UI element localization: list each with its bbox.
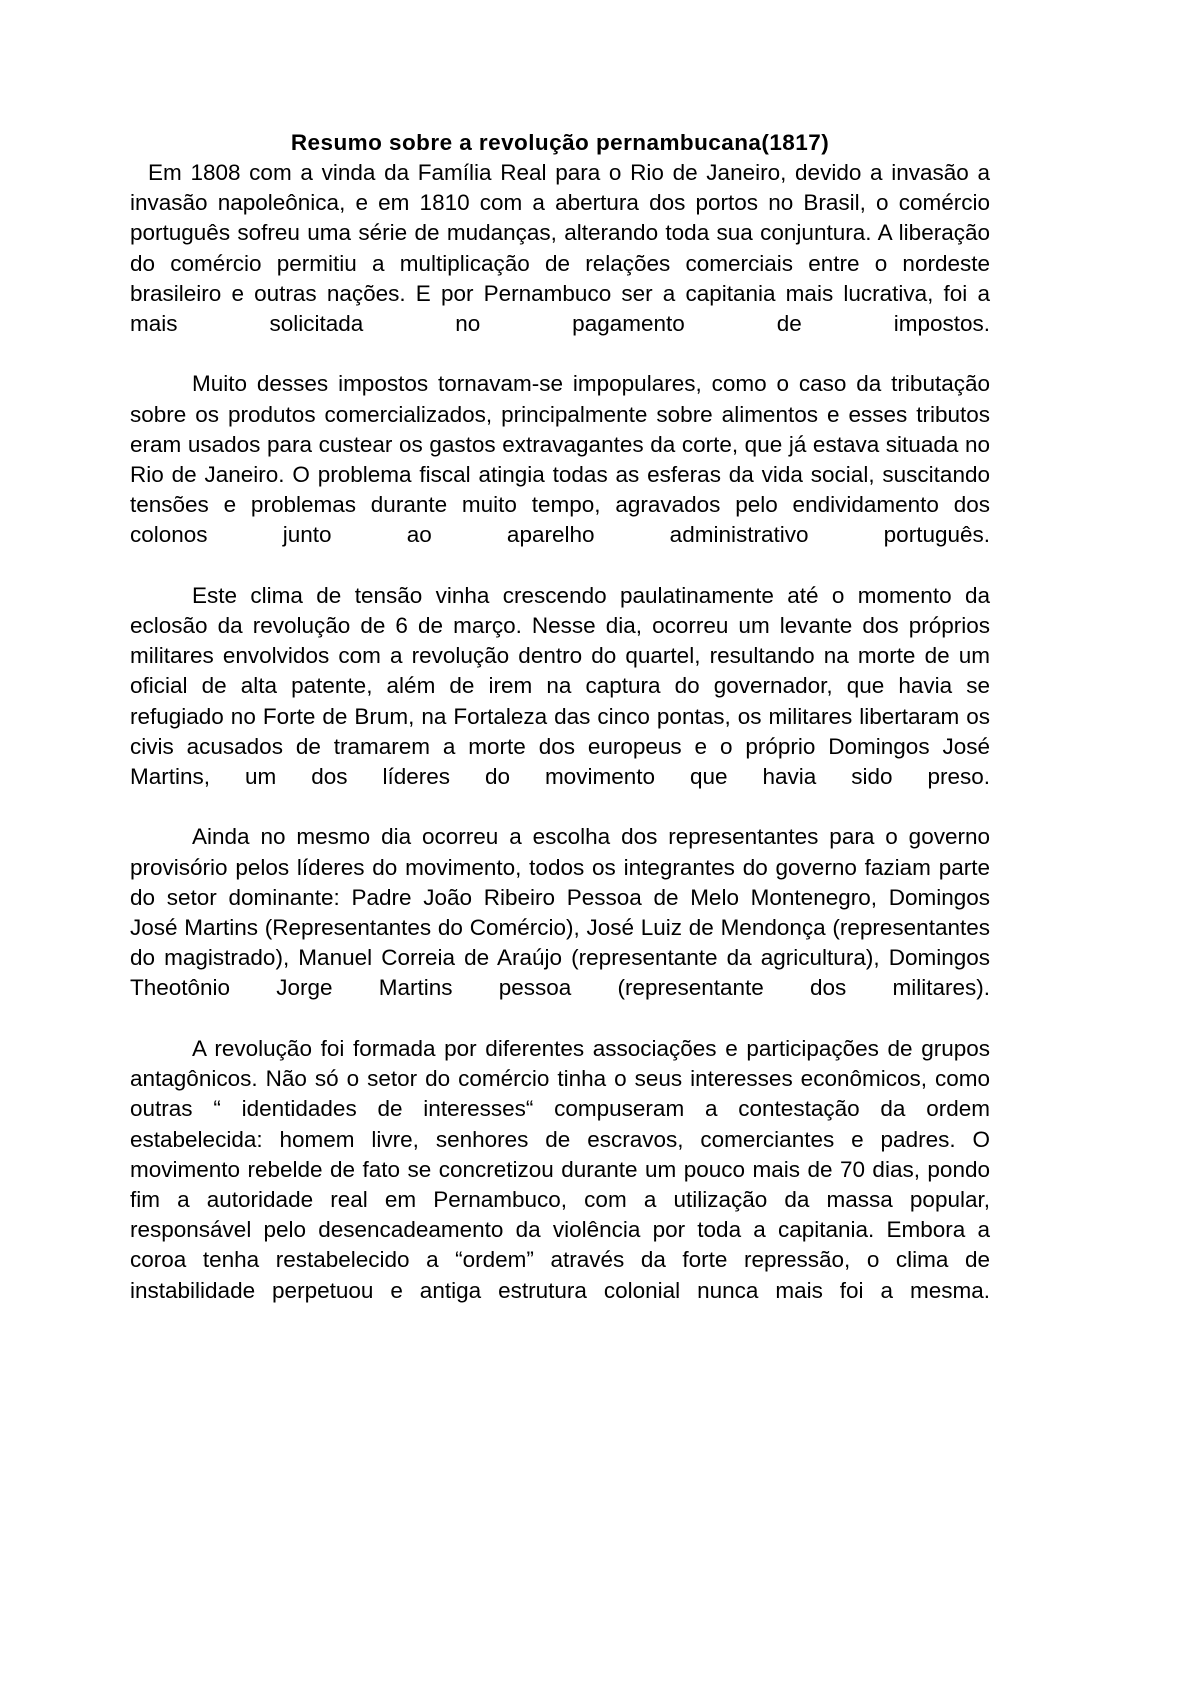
paragraph-4: Ainda no mesmo dia ocorreu a escolha dos representantes para o governo provisório pelos líderes do movimento, todos os integrantes do governo faziam parte do setor dominante: Padre João Ribeiro Pessoa de Melo Montenegro, Domingos José Martins (Representantes do Comércio), José Luiz de Mendonça (representantes do magistrado), Manuel Correia de Araújo (representante da agricultura), Domingos Theotônio Jorge Martins pessoa (representante dos militares). <box>130 824 990 1001</box>
paragraph-3: Este clima de tensão vinha crescendo paulatinamente até o momento da eclosão da revolução de 6 de março. Nesse dia, ocorreu um levante dos próprios militares envolvidos com a revolução dentro do quartel, resultando na morte de um oficial de alta patente, além de irem na captura do governador, que havia se refugiado no Forte de Brum, na Fortaleza das cinco pontas, os militares libertaram os civis acusados de tramarem a morte dos europeus e o próprio Domingos José Martins, um dos líderes do movimento que havia sido preso. <box>130 582 990 790</box>
paragraph-1: Em 1808 com a vinda da Família Real para o Rio de Janeiro, devido a invasão a invasão napoleônica, e em 1810 com a abertura dos portos no Brasil, o comércio português sofreu uma série de mudanças, alterando toda sua conjuntura. A liberação do comércio permitiu a multiplicação de relações comerciais entre o nordeste brasileiro e outras nações. E por Pernambuco ser a capitania mais lucrativa, foi a mais solicitada no pagamento de impostos. <box>130 160 990 337</box>
paragraph-5: A revolução foi formada por diferentes associações e participações de grupos antagônicos. Não só o setor do comércio tinha o seus interesses econômicos, como outras “ identidades de interesses“ compuseram a contestação da ordem estabelecida: homem livre, senhores de escravos, comerciantes e padres. O movimento rebelde de fato se concretizou durante um pouco mais de 70 dias, pondo fim a autoridade real em Pernambuco, com a utilização da massa popular, responsável pelo desencadeamento da violência por toda a capitania. Embora a coroa tenha restabelecido a “ordem” através da forte repressão, o clima de instabilidade perpetuou e antiga estrutura colonial nunca mais foi a mesma. <box>130 1035 990 1303</box>
page-title: Resumo sobre a revolução pernambucana(1817) <box>290 130 830 155</box>
document-body <box>130 128 990 1336</box>
paragraph-2: Muito desses impostos tornavam-se impopulares, como o caso da tributação sobre os produtos comercializados, principalmente sobre alimentos e esses tributos eram usados para custear os gastos extravagantes da corte, que já estava situada no Rio de Janeiro. O problema fiscal atingia todas as esferas da vida social, suscitando tensões e problemas durante muito tempo, agravados pelo endividamento dos colonos junto ao aparelho administrativo português. <box>130 371 990 548</box>
